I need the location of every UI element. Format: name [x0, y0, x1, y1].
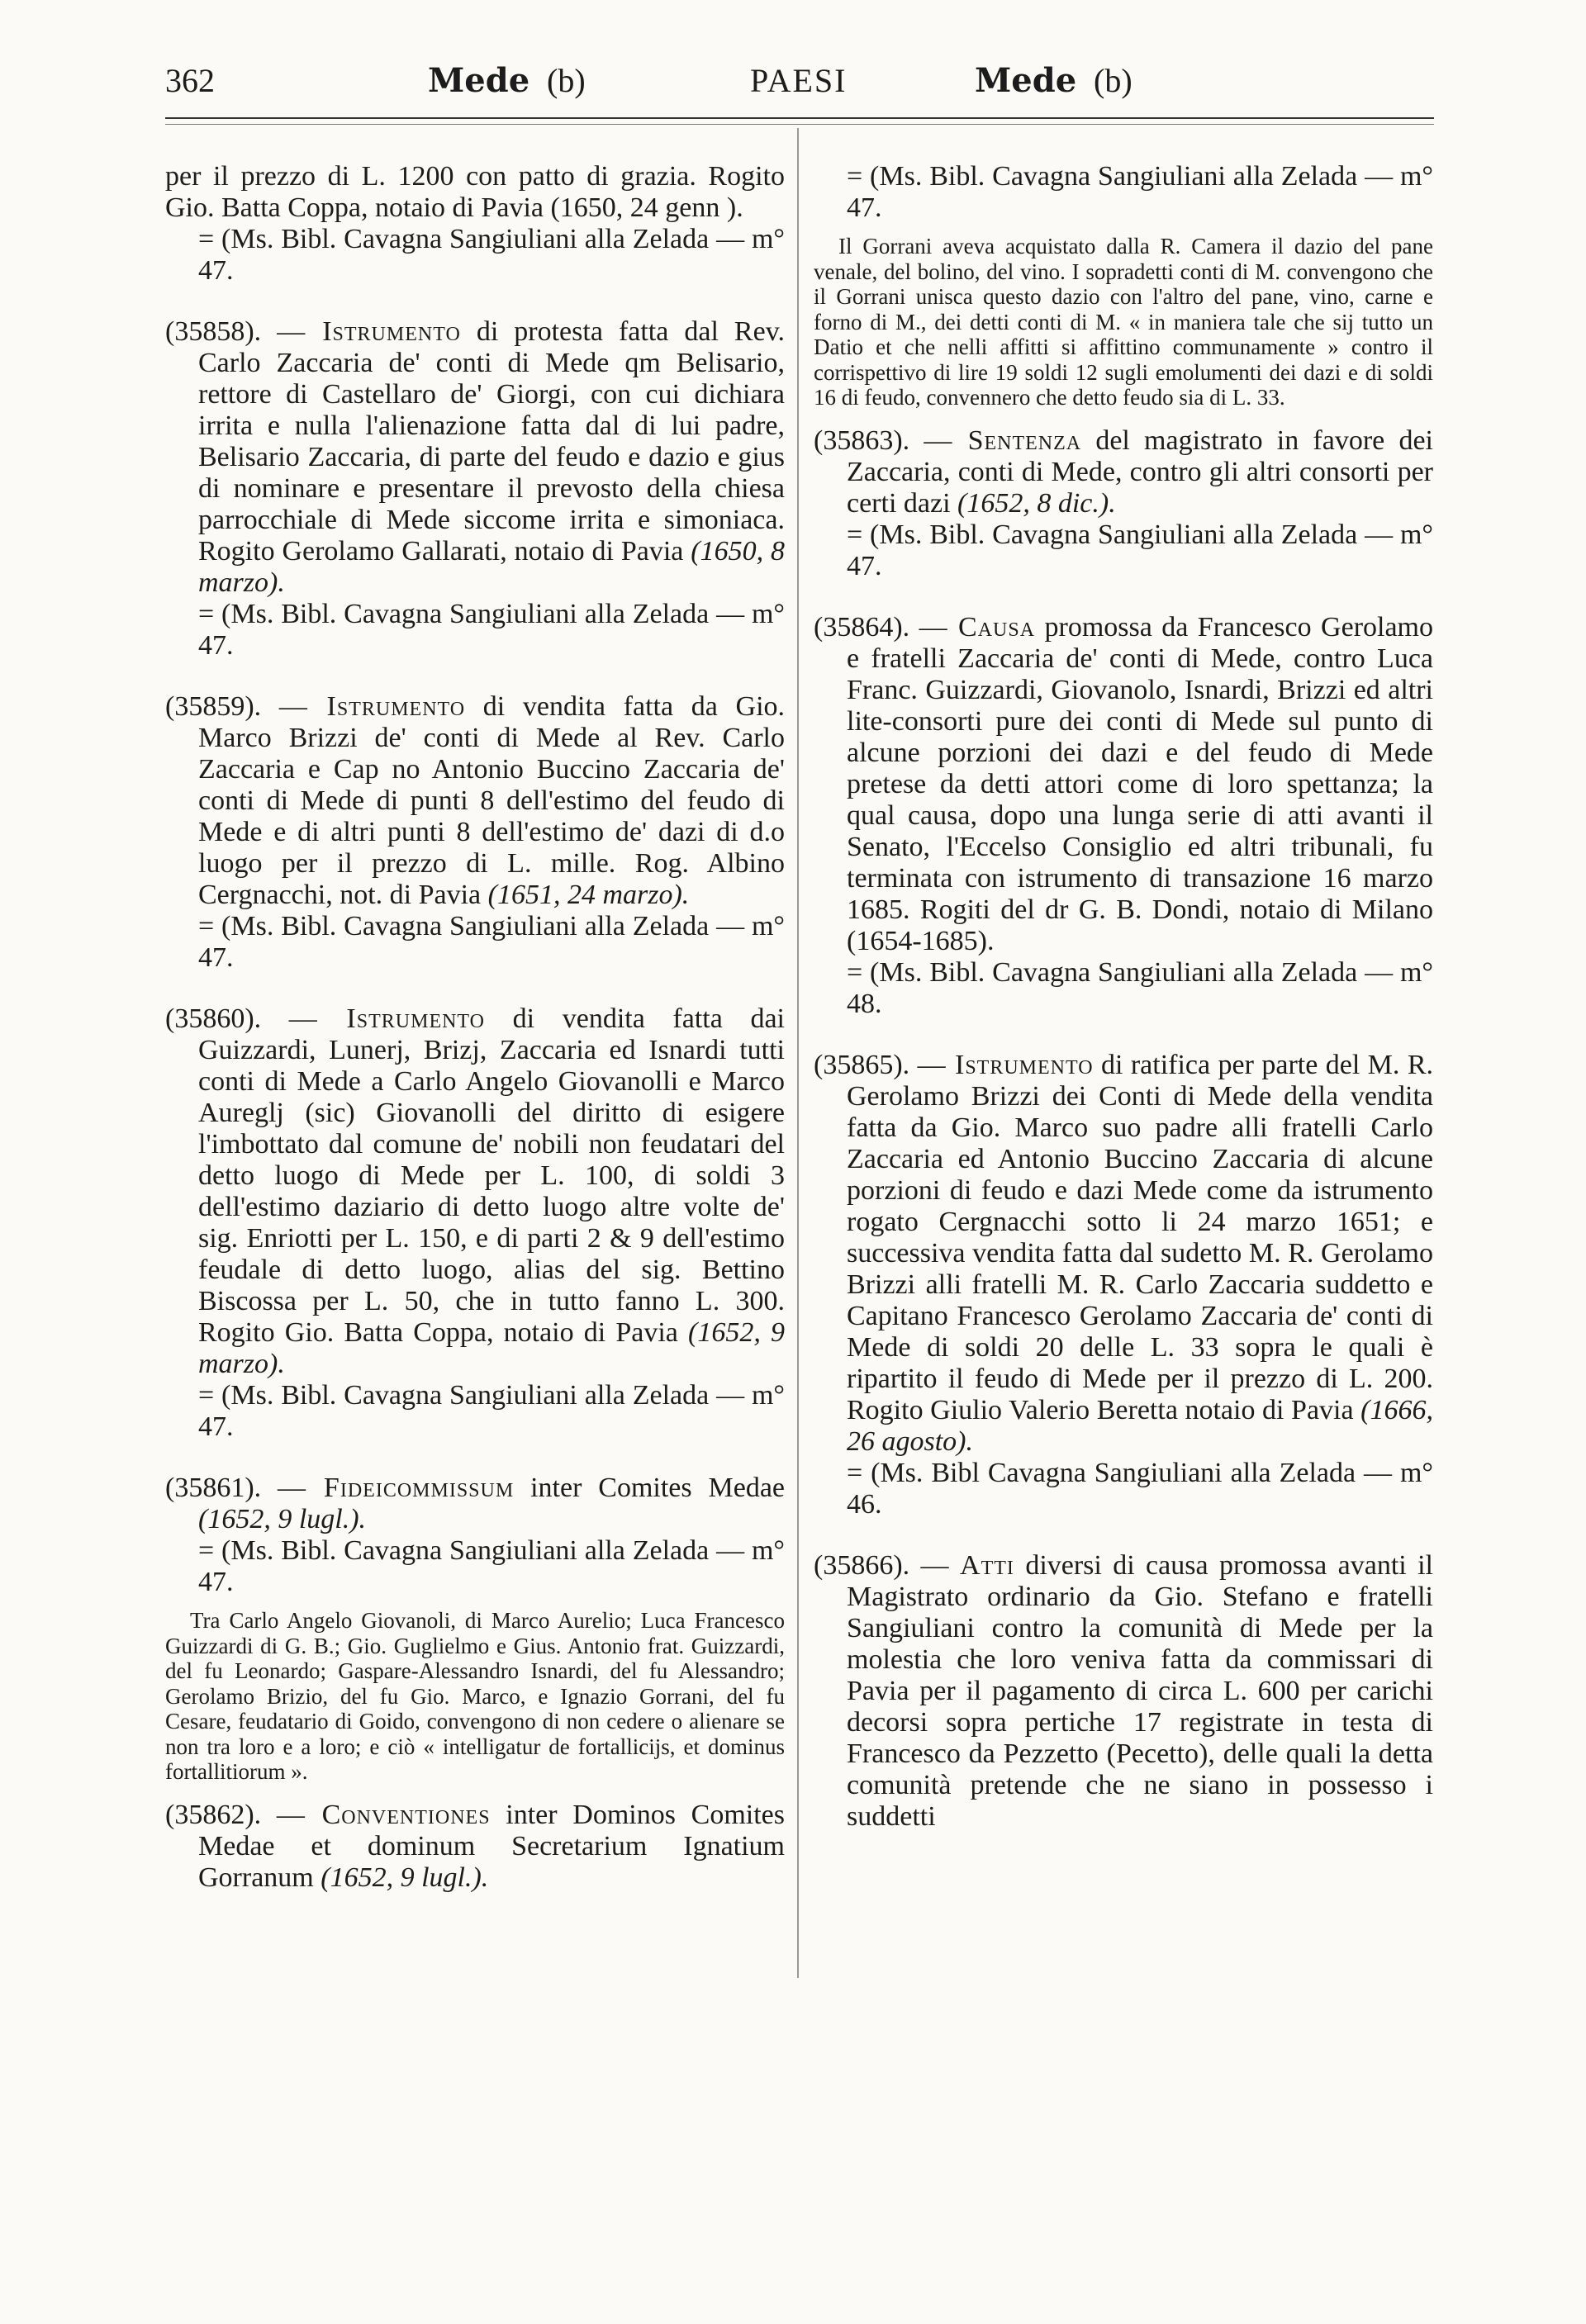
- entry-date: (1651, 24 marzo).: [487, 880, 690, 910]
- manuscript-ref: = (Ms. Bibl. Cavagna Sangiuliani alla Zelada — m° 47.: [198, 1535, 785, 1597]
- entry-keyword: — Istrumento: [288, 1003, 485, 1034]
- manuscript-ref: = (Ms. Bibl. Cavagna Sangiuliani alla Zelada — m° 47.: [198, 911, 785, 973]
- entry-date: (1650, 8 marzo).: [198, 536, 786, 598]
- header-right-sub: (b): [1094, 62, 1133, 99]
- entry-text: inter Comites Medae: [530, 1473, 786, 1503]
- header-rule-bottom: [165, 124, 1434, 125]
- entry-keyword: — Fideicommissum: [278, 1473, 515, 1503]
- entry-text: di vendita fatta dai Guizzardi, Lunerj, Brizj, Zaccaria ed Isnardi tutti conti di Mede a Carlo Angelo Giovanolli e Marco Aureglj (sic) Giovanolli del diritto di esigere l'imbottato dal comune de' nobili non feudatari del detto luogo di Mede per L. 100, di soldi 3 dell'estimo daziario di detto luogo altre volte de' sig. Enriotti per L. 150, e di parti 2 & 9 dell'estimo feudale di detto luogo, alias del sig. Bettino Biscossa per L. 50, che in tutto fanno L. 300. Rogito Gio. Batta Coppa, notaio di Pavia: [198, 1003, 786, 1348]
- entry-35859: [165, 691, 785, 974]
- entry-35861: [165, 1473, 785, 1785]
- header-center-title: PAESI: [750, 62, 848, 99]
- entry-number: (35858).: [165, 316, 262, 347]
- entry-35858: [165, 316, 785, 662]
- entry-date: (1652, 9 marzo).: [198, 1317, 785, 1379]
- entry-date: (1666, 26 agosto).: [847, 1394, 1433, 1457]
- entry-number: (35860).: [165, 1003, 262, 1034]
- header-left-title: Mede: [428, 61, 530, 100]
- entry-number: (35865).: [814, 1049, 910, 1080]
- entry-keyword: — Istrumento: [278, 691, 466, 722]
- manuscript-ref: = (Ms. Bibl. Cavagna Sangiuliani alla Zelada — m° 47.: [847, 161, 1433, 223]
- entry-35862: [165, 1800, 785, 1894]
- entry-text: promossa da Francesco Gerolamo e fratelli Zaccaria de' conti di Mede, contro Luca Franc. Guizzardi, Giovanolo, Isnardi, Brizzi ed altri lite-consorti pure dei conti di Mede sul punto di alcune porzioni dei dazi e del feudo di Mede pretese da detti attori come di loro spettanza; la qual causa, dopo una lunga serie di atti avanti il Senato, l'Eccelso Consiglio ed altri tribunali, fu terminata con istrumento di transazione 16 marzo 1685. Rogiti del dr G. B. Dondi, notaio di Milano (1654-1685).: [847, 611, 1433, 956]
- left-column: [165, 161, 785, 1905]
- running-header: [165, 61, 1434, 111]
- manuscript-ref: = (Ms. Bibl. Cavagna Sangiuliani alla Zelada — m° 47.: [198, 599, 785, 661]
- entry-35860: [165, 1003, 785, 1443]
- entry-text: di vendita fatta da Gio. Marco Brizzi de' conti di Mede al Rev. Carlo Zaccaria e Cap no Antonio Buccino Zaccaria de' conti di Mede di punti 8 dell'estimo del feudo di Mede e di altri punti 8 dell'estimo de' dazi di d.o luogo per il prezzo di L. mille. Rog. Albino Cergnacchi, not. di Pavia: [198, 691, 786, 910]
- entry-text: di protesta fatta dal Rev. Carlo Zaccaria de' conti di Mede qm Belisario, rettore di Castellaro de' Giorgi, con cui dichiara irrita e nulla l'alienazione fatta dal di lui padre, Belisario Zaccaria, di parte del feudo e dazio e gius di nominare e presentare il prevosto della chiesa parrocchiale di Mede siccome irrita e simoniaca. Rogito Gerolamo Gallarati, notaio di Pavia: [198, 316, 785, 567]
- manuscript-ref: = (Ms. Bibl. Cavagna Sangiuliani alla Zelada — m° 47.: [198, 224, 785, 286]
- page-number: 362: [165, 62, 215, 99]
- manuscript-ref: = (Ms. Bibl. Cavagna Sangiuliani alla Zelada — m° 48.: [847, 956, 1433, 1019]
- entry-continued: [165, 161, 785, 287]
- entry-date: (1652, 9 lugl.).: [198, 1504, 367, 1534]
- entry-body: per il prezzo di L. 1200 con patto di grazia. Rogito Gio. Batta Coppa, notaio di Pavia (1650, 24 genn ).: [165, 161, 785, 223]
- entry-number: (35859).: [165, 691, 262, 722]
- entry-text: inter Dominos Comites Medae et dominum Secretarium Ignatium Gorranum: [198, 1799, 785, 1893]
- entry-note: Il Gorrani aveva acquistato dalla R. Camera il dazio del pane venale, del bolino, del vino. I sopradetti conti di M. convengono che il Gorrani unisca questo dazio con l'altro del pane, vino, carne e forno di M., dei detti conti di M. « in maniera tale che sij tutto un Datio et che nelli affitti si affittino communamente » contro il corrispettivo di lire 19 soldi 12 sugli emolumenti dei dazi e di soldi 16 di feudo, convennero che detto feudo sia di L. 33.: [814, 234, 1433, 410]
- entry-text: di ratifica per parte del M. R. Gerolamo Brizzi dei Conti di Mede della vendita fatta da Gio. Marco suo padre alli fratelli Carlo Zaccaria ed Antonio Buccino Zaccaria di alcune porzioni di feudo e dazi Mede come da istrumento rogato Cergnacchi sotto li 24 marzo 1651; e successiva vendita fatta dal sudetto M. R. Gerolamo Brizzi alli fratelli M. R. Carlo Zaccaria suddetto e Capitano Francesco Gerolamo Zaccaria de' conti di Mede di soldi 20 delle L. 33 sopra le quali è ripartito il feudo di Mede per il prezzo di L. 200. Rogito Giulio Valerio Beretta notaio di Pavia: [847, 1049, 1434, 1425]
- header-right-title: Mede: [975, 61, 1077, 100]
- entry-number: (35864).: [814, 611, 910, 643]
- column-divider: [797, 128, 799, 1978]
- entry-text: diversi di causa promossa avanti il Magistrato ordinario da Gio. Stefano e fratelli Sangiuliani contro la comunità di Mede per la molestia che loro veniva fatta da commissari di Pavia per il pagamento di circa L. 600 per carichi decorsi sopra pertiche 17 registrate in testa di Francesco da Pezzetto (Pecetto), delle quali la detta comunità pretende che ne siano in possesso i suddetti: [847, 1549, 1434, 1832]
- entry-35862-continued: [814, 161, 1433, 410]
- right-column: [814, 161, 1433, 1844]
- entry-35863: [814, 425, 1433, 582]
- entry-note: Tra Carlo Angelo Giovanoli, di Marco Aurelio; Luca Francesco Guizzardi di G. B.; Gio. Guglielmo e Gius. Antonio frat. Guizzardi, del fu Leonardo; Gaspare-Alessandro Isnardi, del fu Alessandro; Gerolamo Brizio, del fu Gio. Marco, e Ignazio Gorrani, del fu Cesare, feudatario di Goido, convengono di non cedere o alienare se non tra loro e a loro; e ciò « intelligatur de fortallicijs, et dominus fortallitiorum ».: [165, 1608, 785, 1784]
- entry-keyword: — Causa: [919, 611, 1036, 643]
- entry-35866: [814, 1550, 1433, 1833]
- entry-date: (1652, 8 dic.).: [957, 487, 1116, 519]
- entry-keyword: — Atti: [920, 1549, 1014, 1581]
- entry-keyword: — Conventiones: [276, 1799, 491, 1830]
- entry-number: (35866).: [814, 1549, 910, 1581]
- entry-date: (1652, 9 lugl.).: [321, 1862, 489, 1893]
- manuscript-ref: = (Ms. Bibl. Cavagna Sangiuliani alla Zelada — m° 47.: [198, 1380, 785, 1442]
- entry-number: (35861).: [165, 1473, 262, 1503]
- entry-keyword: — Istrumento: [917, 1049, 1094, 1080]
- entry-number: (35862).: [165, 1799, 262, 1830]
- manuscript-ref: = (Ms. Bibl Cavagna Sangiuliani alla Zelada — m° 46.: [847, 1457, 1433, 1520]
- header-left-sub: (b): [547, 62, 586, 99]
- entry-keyword: — Istrumento: [277, 316, 461, 347]
- entry-35865: [814, 1050, 1433, 1520]
- entry-keyword: — Sentenza: [924, 424, 1082, 456]
- entry-number: (35863).: [814, 424, 910, 456]
- entry-text: del magistrato in favore dei Zaccaria, conti di Mede, contro gli altri consorti per certi dazi: [847, 424, 1433, 519]
- header-rule-top: [165, 117, 1434, 119]
- manuscript-ref: = (Ms. Bibl. Cavagna Sangiuliani alla Zelada — m° 47.: [847, 519, 1433, 581]
- entry-35864: [814, 612, 1433, 1020]
